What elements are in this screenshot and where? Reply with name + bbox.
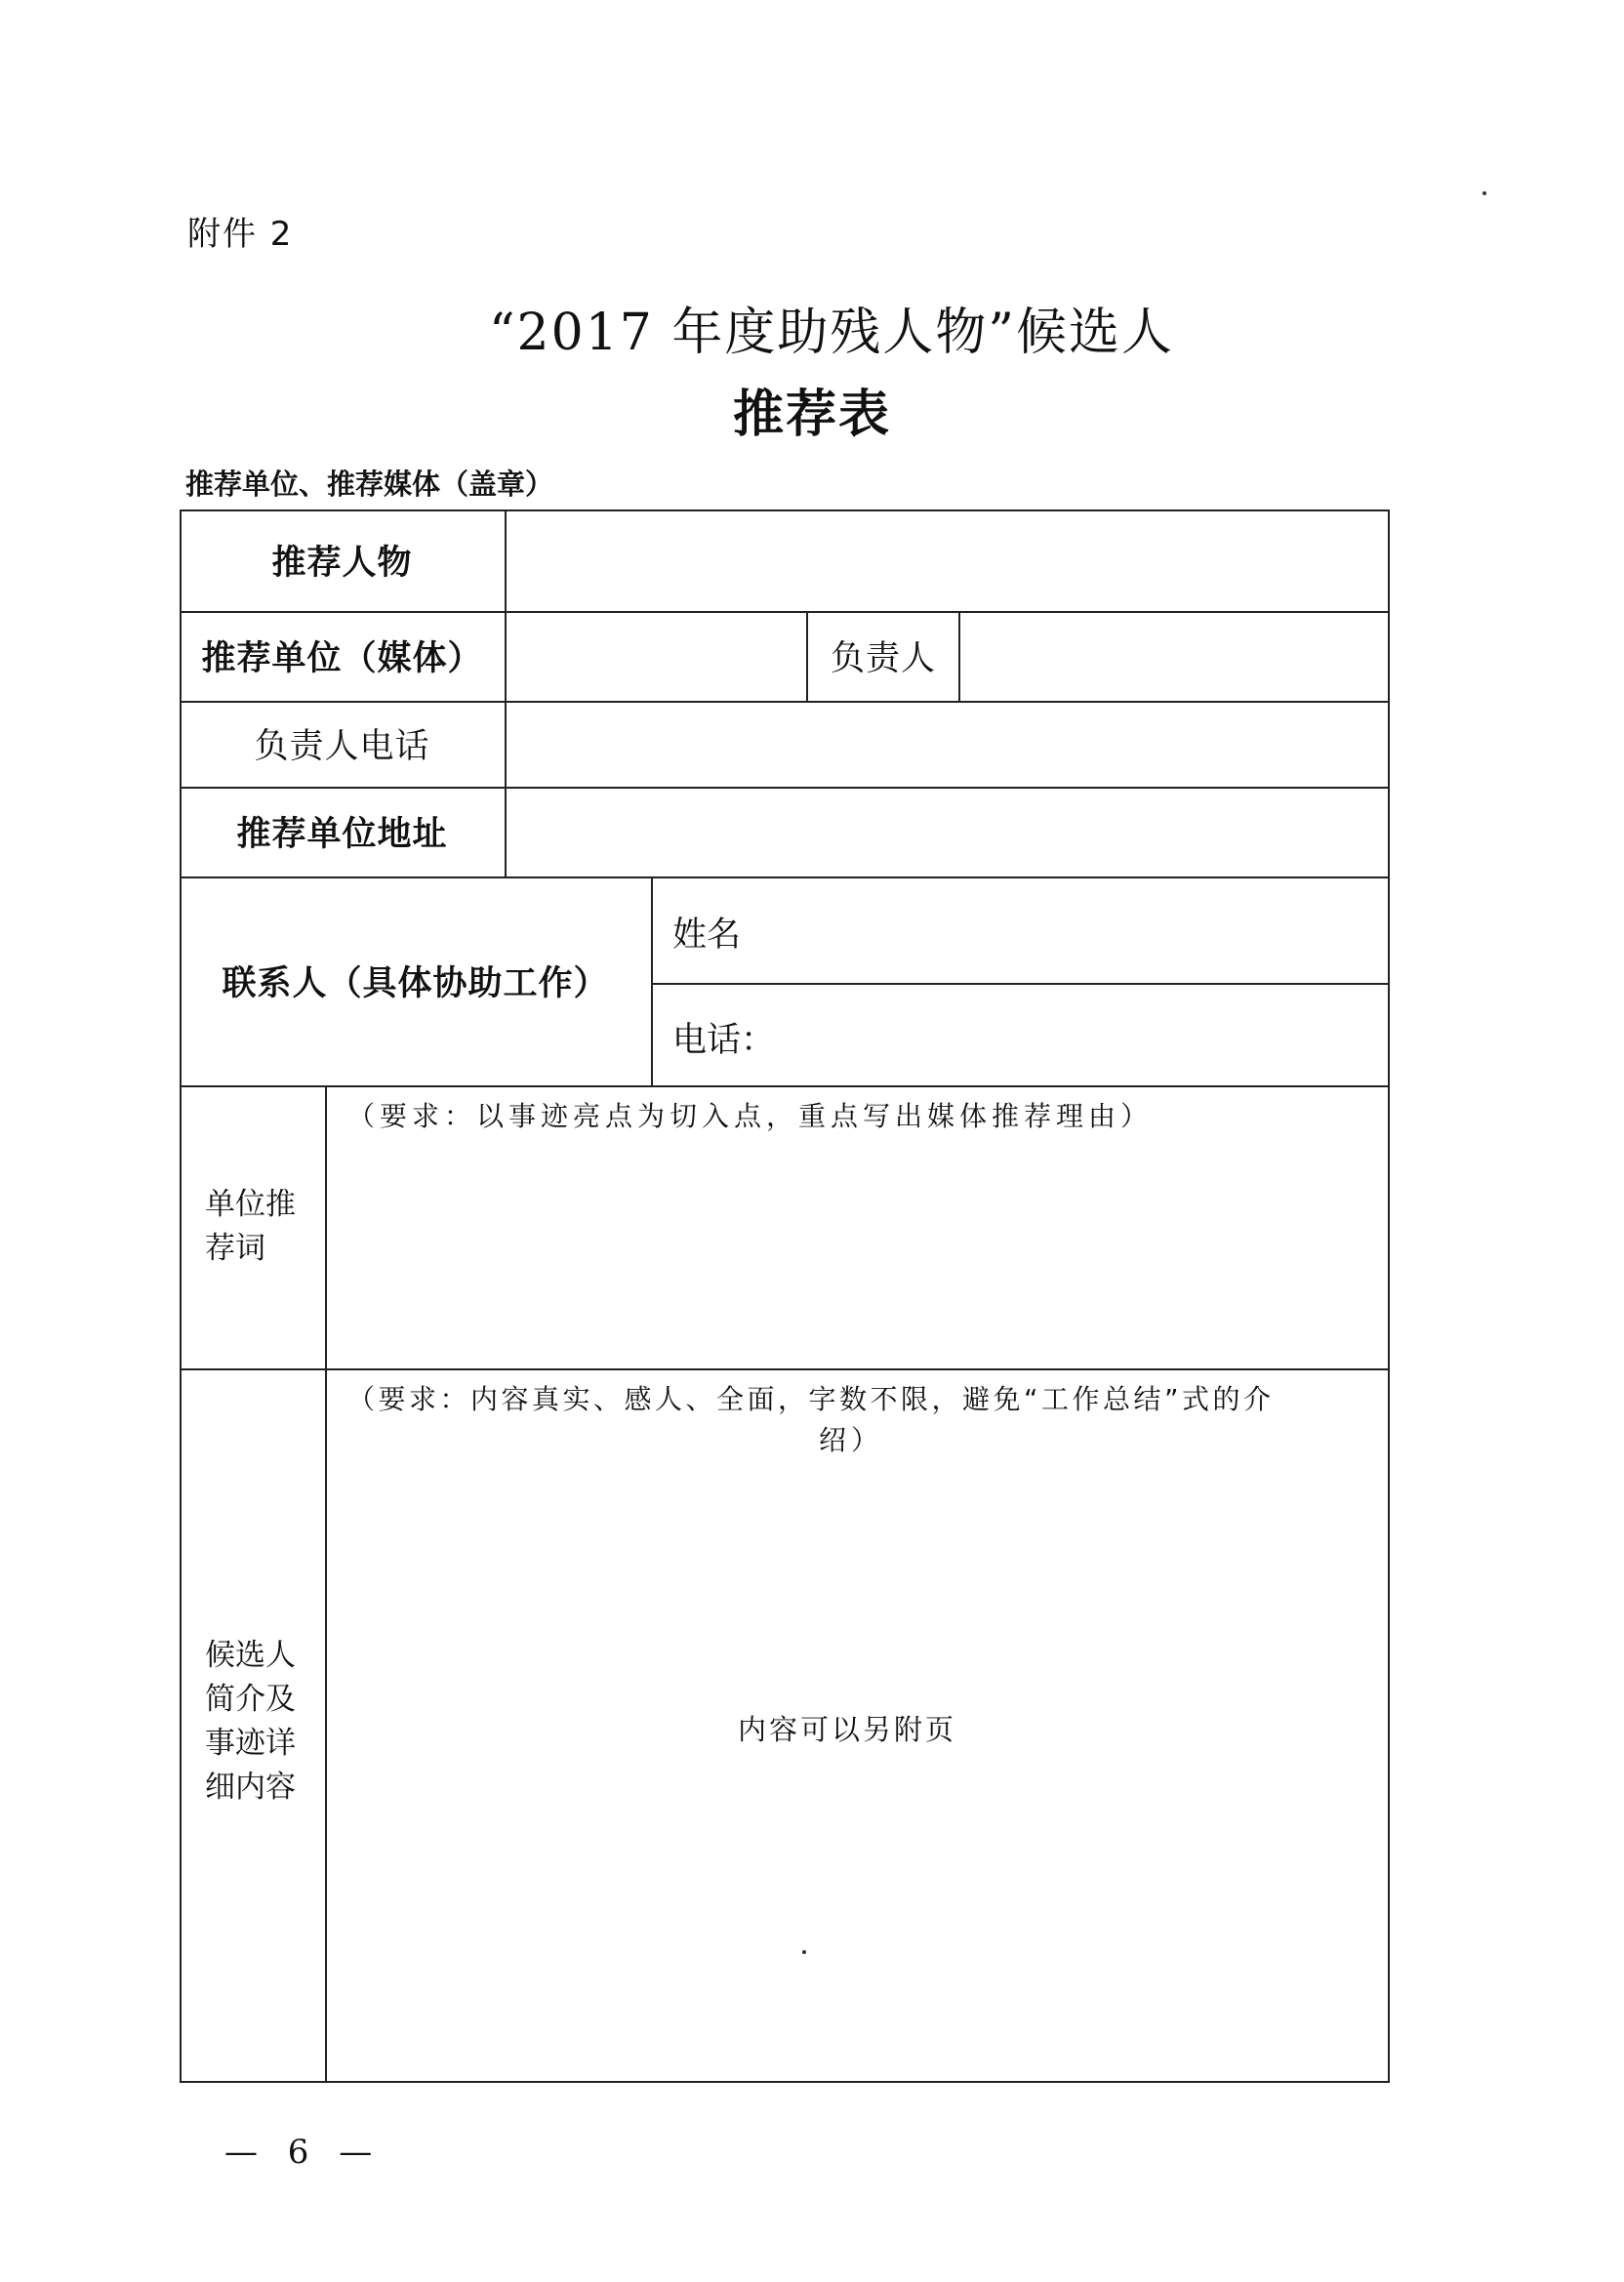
contact-phone-label: 电话： <box>672 1021 776 1060</box>
profile-hint: （要求：内容真实、感人、全面，字数不限，避免“工作总结”式的介 <box>347 1383 1275 1415</box>
head-phone-label: 负责人电话 <box>254 727 430 766</box>
form-subtitle: 推荐表 <box>732 385 891 444</box>
recommendation-label <box>205 1183 322 1271</box>
row-divider <box>180 1085 1390 1087</box>
person-label: 推荐人物 <box>271 544 413 583</box>
recommendation-form <box>180 509 1390 2083</box>
person-field[interactable] <box>507 511 1388 611</box>
profile-label-line: 细内容 <box>205 1770 296 1805</box>
recommendation-hint: （要求：以事迹亮点为切入点，重点写出媒体推荐理由） <box>347 1100 1154 1132</box>
unit-head-field[interactable] <box>960 613 1388 701</box>
address-label: 推荐单位地址 <box>236 815 448 854</box>
recommendation-label-line: 单位推 <box>205 1187 296 1222</box>
address-field[interactable] <box>507 789 1388 876</box>
profile-hint: 绍） <box>819 1424 884 1456</box>
row-divider <box>180 1368 1390 1370</box>
table-border-right <box>1388 509 1390 2083</box>
profile-field[interactable] <box>327 1466 1388 2081</box>
recommendation-field[interactable] <box>327 1144 1388 1368</box>
contact-inner-divider <box>651 983 1390 985</box>
profile-label-line: 候选人 <box>205 1638 296 1673</box>
profile-label-line: 事迹详 <box>205 1726 296 1761</box>
recommendation-label-line: 荐词 <box>205 1231 265 1266</box>
page-number: — 6 — <box>224 2133 383 2172</box>
unit-head-label: 负责人 <box>830 639 936 678</box>
contact-column-divider <box>651 876 653 1085</box>
scan-speck <box>802 1950 806 1954</box>
scan-speck <box>1482 191 1486 195</box>
unit-label: 推荐单位（媒体） <box>201 639 483 678</box>
form-title: “2017 年度助残人物”候选人 <box>488 304 1175 362</box>
profile-label <box>205 1634 322 1810</box>
attachment-note: 内容可以另附页 <box>738 1713 957 1746</box>
profile-label-line: 简介及 <box>205 1682 296 1717</box>
contact-name-label: 姓名 <box>672 916 742 955</box>
stamp-caption: 推荐单位、推荐媒体（盖章） <box>185 468 554 501</box>
table-border-bottom <box>180 2081 1390 2083</box>
unit-field[interactable] <box>507 613 806 701</box>
annex-label: 附件 2 <box>187 215 294 254</box>
contact-label: 联系人（具体协助工作） <box>222 964 609 1003</box>
head-phone-field[interactable] <box>507 703 1388 787</box>
